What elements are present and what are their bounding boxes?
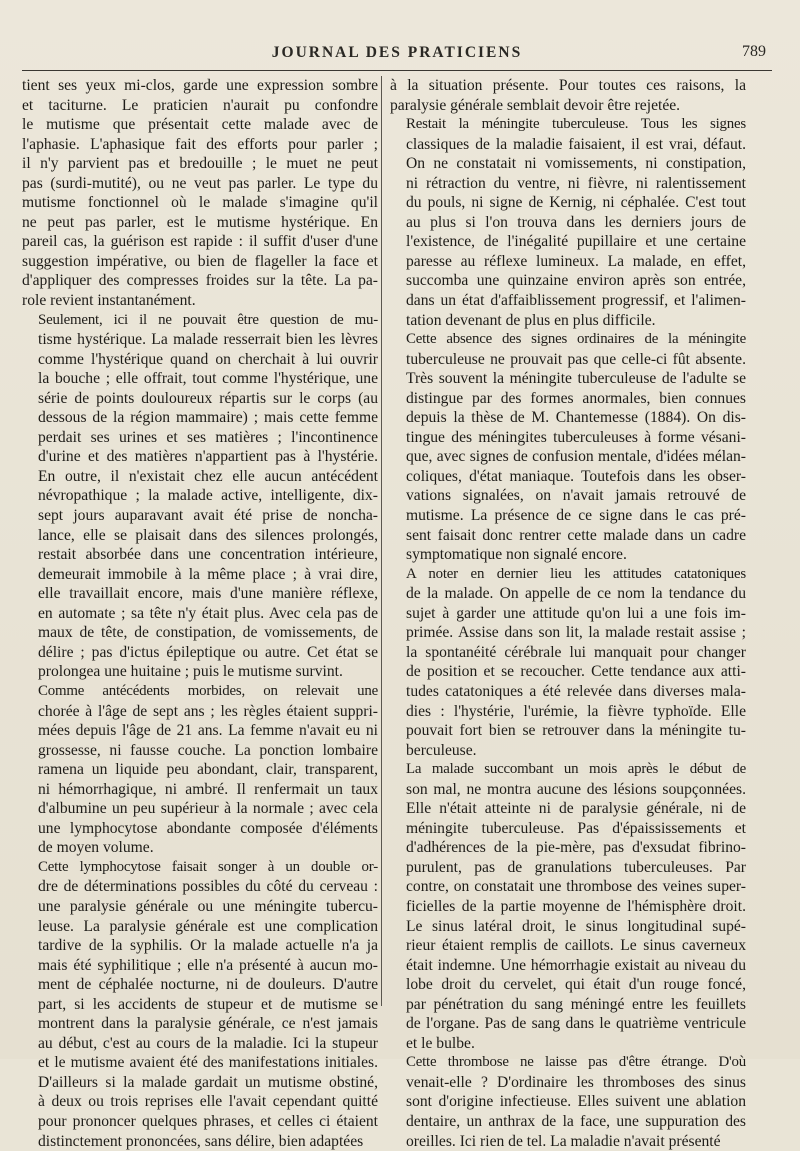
text-line: distinctement prononcées, sans délire, bien adaptées xyxy=(38,1132,364,1150)
text-line: tingue des méningites tuberculeuses à forme vésani- xyxy=(406,428,746,446)
text-line: de la malade. On appelle de ce nom la tendance du xyxy=(406,585,746,603)
text-line: la bouche ; elle offrait, tout comme l'hystérique, une xyxy=(38,370,378,388)
text-line: de position et se recoucher. Cette tendance aux atti- xyxy=(406,663,746,681)
text-line: le mutisme que présentait cette malade avec de xyxy=(22,116,378,134)
text-line: sont d'origine infectieuse. Elles suivent une ablation xyxy=(406,1093,746,1111)
text-line: suggestion impérative, ou bien de flageller la face et xyxy=(22,252,378,270)
text-line: tisme hystérique. La malade resserrait bien les lèvres xyxy=(38,331,378,349)
text-line: elle travaillait encore, mais d'une manière réflexe, xyxy=(38,585,378,603)
text-line: pas (surdi-mutité), ou ne veut pas parler. Le type du xyxy=(22,174,378,192)
text-line: mées depuis l'âge de 21 ans. La femme n'avait eu ni xyxy=(38,722,378,740)
header-rule xyxy=(22,70,772,71)
text-line: une lymphocytose abondante composée d'éléments xyxy=(38,819,378,837)
text-line: ni hémorrhagique, ni ambré. Il renfermait un taux xyxy=(38,780,378,798)
text-line: à la situation présente. Pour toutes ces raisons, la xyxy=(390,77,746,94)
paragraph xyxy=(390,115,746,330)
paragraph xyxy=(22,682,378,858)
text-line: prolongea une huitaine ; puis le mutisme survint. xyxy=(38,663,343,681)
text-line: La malade succombant un mois après le début de xyxy=(406,761,746,778)
text-line: à deux ou trois reprises elle l'avait cependant quitté xyxy=(38,1093,378,1111)
text-line: Cette absence des signes ordinaires de la méningite xyxy=(406,331,746,348)
text-line: d'urine et des matières n'appartient pas à l'hystérie. xyxy=(38,448,378,466)
text-line: son mal, ne montra aucune des lésions soupçonnées. xyxy=(406,780,746,798)
text-line: Le sinus latéral droit, le sinus longitudinal supé- xyxy=(406,917,746,935)
text-line: au début, c'est au cours de la maladie. Ici la stupeur xyxy=(38,1034,378,1052)
text-line: d'albumine un peu supérieur à la normale ; avec cela xyxy=(38,800,378,818)
text-line: tation devenant de plus en plus difficile. xyxy=(406,311,656,329)
text-line: névropathique ; la malade active, intelligente, dix- xyxy=(38,487,378,505)
right-column xyxy=(390,76,746,1151)
text-line: chorée à l'âge de sept ans ; les règles étaient suppri- xyxy=(38,702,378,720)
text-line: tient ses yeux mi-clos, garde une expression sombre xyxy=(22,77,378,94)
text-line: et taciturne. Le praticien n'aurait pu confondre xyxy=(22,96,378,114)
text-line: ramena un liquide peu abondant, clair, transparent, xyxy=(38,761,378,779)
text-line: Elle n'était atteinte ni de paralysie générale, ni de xyxy=(406,800,746,818)
text-line: Comme antécédents morbides, on relevait une xyxy=(38,682,378,699)
text-line: du pouls, ni signe de Kernig, ni céphalée. C'est tout xyxy=(406,194,746,212)
text-line: berculeuse. xyxy=(406,741,477,759)
text-line: l'existence, de l'inégalité pupillaire et une certaine xyxy=(406,233,746,251)
text-line: que, avec signes de confusion mentale, d'idées mélan- xyxy=(406,448,746,466)
left-column xyxy=(22,76,378,1151)
page-number: 789 xyxy=(742,43,766,60)
text-line: perdait ses urines et ses matières ; l'incontinence xyxy=(38,428,378,446)
text-line: Très souvent la méningite tuberculeuse de l'adulte se xyxy=(406,370,746,388)
text-line: dentaire, un anthrax de la face, une suppuration des xyxy=(406,1112,746,1130)
text-line: tuberculeuse ne prouvait pas que celle-ci fût absente. xyxy=(406,350,746,368)
text-line: sept jours auparavant avait été prise de noncha- xyxy=(38,507,378,525)
text-line: dies : l'hystérie, l'urémie, la fièvre typhoïde. Elle xyxy=(406,702,746,720)
text-line: depuis la thèse de M. Chantemesse (1884). On dis- xyxy=(406,409,746,427)
running-title: JOURNAL DES PRATICIENS xyxy=(271,44,523,61)
text-line: succomba une quinzaine environ après son entrée, xyxy=(406,272,746,290)
paragraph xyxy=(22,311,378,682)
text-line: part, si les accidents de stupeur et de mutisme se xyxy=(38,995,378,1013)
text-line: en automate ; sa tête n'y était plus. Avec cela pas de xyxy=(38,604,378,622)
paragraph xyxy=(22,858,378,1151)
text-line: pareil cas, la guérison est rapide : il suffit d'user d'une xyxy=(22,233,378,251)
text-line: role revient instantanément. xyxy=(22,292,196,310)
text-line: mais été syphilitique ; elle n'a présenté à aucun mo- xyxy=(38,956,378,974)
text-line: d'adhérences de la pie-mère, pas d'exsudat fibrino- xyxy=(406,839,746,857)
text-line: et le mutisme avaient été des manifestations initiales. xyxy=(38,1054,378,1072)
text-line: D'ailleurs si la malade gardait un mutisme obstiné, xyxy=(38,1073,378,1091)
text-line: dessous de la région mammaire) ; mais cette femme xyxy=(38,409,378,427)
text-line: était indemne. Une hémorrhagie existait au niveau du xyxy=(406,956,746,974)
text-line: On ne constatait ni vomissements, ni constipation, xyxy=(406,155,746,173)
paragraph xyxy=(22,76,378,311)
text-line: montrent dans la paralysie générale, ce n'est jamais xyxy=(38,1015,378,1033)
text-line: paresse au réflexe lumineux. La malade, en effet, xyxy=(406,252,746,270)
text-line: En outre, il n'existait chez elle aucun antécédent xyxy=(38,467,378,485)
text-line: pour prononcer quelques phrases, et celles ci étaient xyxy=(38,1112,378,1130)
text-line: sujet à garder une attitude qu'on lui a une fois im- xyxy=(406,604,746,622)
text-line: de l'organe. Pas de sang dans le quatrième ventricule xyxy=(406,1015,746,1033)
text-line: primée. Assise dans son lit, la malade restait assise ; xyxy=(406,624,746,642)
text-line: grossesse, ni fausse couche. La ponction lombaire xyxy=(38,741,378,759)
text-line: purulent, pas de granulations tuberculeuses. Par xyxy=(406,858,746,876)
text-line: ni rétraction du ventre, ni fièvre, ni ralentissement xyxy=(406,174,746,192)
text-line: rieur étaient remplis de caillots. Le sinus caverneux xyxy=(406,937,746,955)
text-line: venait-elle ? D'ordinaire les thromboses des sinus xyxy=(406,1073,746,1091)
page-header xyxy=(22,40,772,68)
text-line: une paralysie générale ou une méningite tubercu- xyxy=(38,897,378,915)
text-line: lance, elle se plaisait dans des silences prolongés, xyxy=(38,526,378,544)
text-line: dans un état d'affaiblissement progressif, et l'alimen- xyxy=(406,292,746,310)
text-line: comme l'hystérique quand on cherchait à lui ouvrir xyxy=(38,350,378,368)
text-line: ment de céphalée nocturne, ni de douleurs. D'autre xyxy=(38,976,378,994)
text-line: vations signalées, on n'avait jamais retrouvé de xyxy=(406,487,746,505)
text-line: restait absorbée dans une concentration intérieure, xyxy=(38,546,378,564)
text-line: classiques de la maladie faisaient, il est vrai, défaut. xyxy=(406,135,746,153)
text-line: mutisme. La présence de ce signe dans le cas pré- xyxy=(406,507,746,525)
text-line: sent faisait donc rentrer cette malade dans un cadre xyxy=(406,526,746,544)
text-line: paralysie générale semblait devoir être rejetée. xyxy=(390,96,681,114)
text-line: A noter en dernier lieu les attitudes catatoniques xyxy=(406,565,746,582)
text-line: méningite tuberculeuse. Pas d'épaississements et xyxy=(406,819,746,837)
paragraph xyxy=(390,76,746,115)
text-line: il n'y parvient pas et bredouille ; le muet ne peut xyxy=(22,155,378,173)
text-line: mutisme fonctionnel où le malade s'imagine qu'il xyxy=(22,194,378,212)
text-line: pouvait fort bien se retrouver dans la méningite tu- xyxy=(406,722,746,740)
text-line: contre, on constatait une thrombose des veines super- xyxy=(406,878,746,896)
text-line: coliques, d'état maniaque. Toutefois dans les obser- xyxy=(406,467,746,485)
text-line: tardive de la syphilis. Or la malade actuelle n'a ja xyxy=(38,937,378,955)
text-line: Restait la méningite tuberculeuse. Tous les signes xyxy=(406,116,746,133)
paragraph xyxy=(390,330,746,565)
text-line: Cette thrombose ne laisse pas d'être étrange. D'où xyxy=(406,1054,746,1071)
text-line: ne peut pas parler, est le mutisme hystérique. En xyxy=(22,213,378,231)
text-line: oreilles. Ici rien de tel. La maladie n'avait présenté xyxy=(406,1132,721,1150)
text-line: ficielles de la partie moyenne de l'hémisphère droit. xyxy=(406,897,746,915)
column-divider xyxy=(381,76,382,1006)
text-line: au plus si l'on trouva dans les derniers jours de xyxy=(406,213,746,231)
text-line: et le bulbe. xyxy=(406,1034,475,1052)
text-line: symptomatique non signalé encore. xyxy=(406,546,627,564)
text-line: série de points douloureux répartis sur le corps (au xyxy=(38,389,378,407)
text-line: la spontanéité cérébrale lui manquait pour changer xyxy=(406,643,746,661)
paragraph xyxy=(390,1053,746,1151)
text-line: délire ; pas d'ictus épileptique ou autre. Cet état se xyxy=(38,643,378,661)
text-line: Cette lymphocytose faisait songer à un double or- xyxy=(38,858,378,875)
text-line: d'appliquer des compresses froides sur la tête. La pa- xyxy=(22,272,378,290)
text-line: demeurait immobile à la même place ; à vrai dire, xyxy=(38,565,378,583)
text-line: leuse. La paralysie générale est une complication xyxy=(38,917,378,935)
text-line: distingue par des formes anormales, bien connues xyxy=(406,389,746,407)
text-line: tudes catatoniques a été relevée dans diverses mala- xyxy=(406,682,746,700)
text-line: Seulement, ici il ne pouvait être question de mu- xyxy=(38,311,378,328)
text-line: de moyen volume. xyxy=(38,839,154,857)
text-line: l'aphasie. L'aphasique fait des efforts pour parler ; xyxy=(22,135,378,153)
paragraph xyxy=(390,760,746,1053)
text-line: maux de tête, de constipation, de vomissements, de xyxy=(38,624,378,642)
text-line: lobe droit du cervelet, qui était d'un rouge foncé, xyxy=(406,976,746,994)
text-line: dre de déterminations possibles du côté du cerveau : xyxy=(38,878,378,896)
text-line: par pénétration du sang méningé entre les feuillets xyxy=(406,995,746,1013)
paragraph xyxy=(390,565,746,760)
